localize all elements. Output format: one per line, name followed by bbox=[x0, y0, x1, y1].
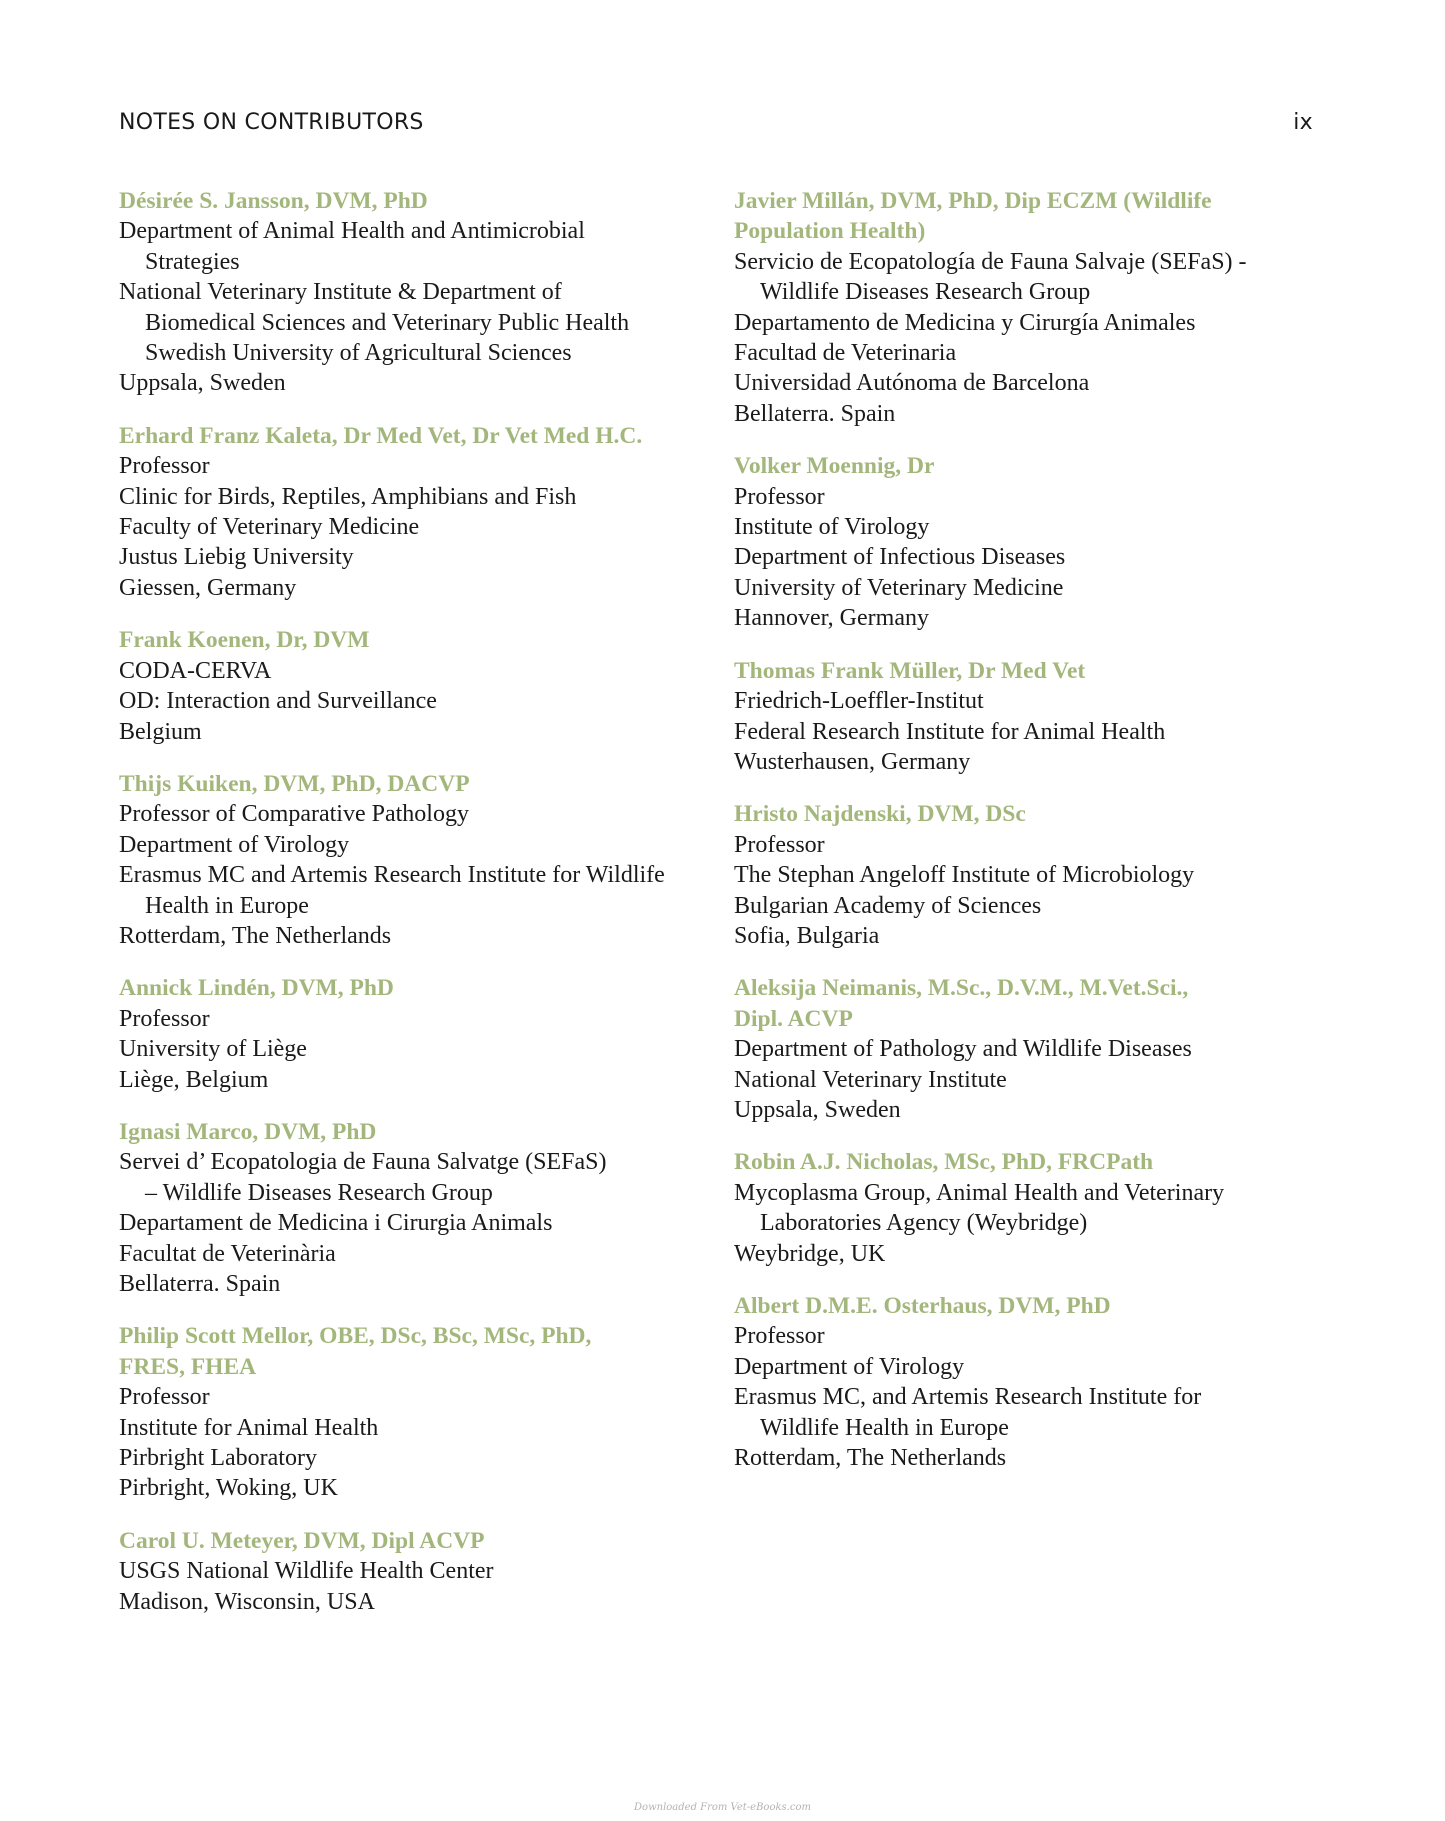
contributor-name: Thomas Frank Müller, Dr Med Vet bbox=[734, 657, 1086, 684]
contributor-entry bbox=[119, 1526, 719, 1617]
affiliation-line: Swedish University of Agricultural Sciences bbox=[145, 340, 572, 367]
affiliation-line: The Stephan Angeloff Institute of Microbiology bbox=[734, 862, 1195, 889]
affiliation-line: Pirbright Laboratory bbox=[119, 1445, 317, 1472]
affiliation-line: Bellaterra. Spain bbox=[734, 400, 896, 427]
affiliation-line: Professor bbox=[734, 483, 825, 510]
contributor-entry bbox=[119, 1321, 719, 1503]
affiliation-line: Giessen, Germany bbox=[119, 574, 297, 601]
affiliation-line: Wildlife Diseases Research Group bbox=[760, 279, 1091, 306]
affiliation-line: Institute of Virology bbox=[734, 514, 930, 541]
affiliation-line: Professor bbox=[119, 453, 210, 480]
affiliation-line: Liège, Belgium bbox=[119, 1066, 269, 1093]
affiliation-line: Professor bbox=[734, 1323, 825, 1350]
contributor-name: Carol U. Meteyer, DVM, Dipl ACVP bbox=[119, 1527, 485, 1554]
affiliation-line: University of Veterinary Medicine bbox=[734, 574, 1064, 601]
affiliation-line: Servei d’ Ecopatologia de Fauna Salvatge (SEFaS) bbox=[119, 1149, 607, 1176]
page-number: ix bbox=[1293, 110, 1313, 135]
affiliation-line: Weybridge, UK bbox=[734, 1240, 886, 1267]
affiliation-line: Department of Infectious Diseases bbox=[734, 544, 1066, 571]
contributor-name: Erhard Franz Kaleta, Dr Med Vet, Dr Vet Med H.C. bbox=[119, 422, 643, 449]
affiliation-line: Sofia, Bulgaria bbox=[734, 922, 880, 949]
affiliation-line: Facultat de Veterinària bbox=[119, 1240, 336, 1267]
affiliation-line: Departamento de Medicina y Cirurgía Animales bbox=[734, 309, 1196, 336]
affiliation-line: University of Liège bbox=[119, 1036, 307, 1063]
affiliation-line: Facultad de Veterinaria bbox=[734, 340, 957, 367]
affiliation-line: Wildlife Health in Europe bbox=[760, 1414, 1009, 1441]
affiliation-line: Department of Virology bbox=[734, 1353, 965, 1380]
affiliation-line: Professor bbox=[734, 831, 825, 858]
contributor-name: Annick Lindén, DVM, PhD bbox=[119, 975, 394, 1002]
left-column bbox=[119, 186, 719, 1639]
contributor-name: Population Health) bbox=[734, 218, 926, 245]
contributor-entry bbox=[734, 1147, 1334, 1269]
contributor-name: Ignasi Marco, DVM, PhD bbox=[119, 1118, 377, 1145]
affiliation-line: Strategies bbox=[145, 248, 240, 275]
affiliation-line: CODA-CERVA bbox=[119, 657, 272, 684]
affiliation-line: Professor bbox=[119, 1384, 210, 1411]
contributor-entry bbox=[119, 973, 719, 1095]
affiliation-line: Faculty of Veterinary Medicine bbox=[119, 514, 420, 541]
affiliation-line: Bellaterra. Spain bbox=[119, 1271, 281, 1297]
affiliation-line: Federal Research Institute for Animal Health bbox=[734, 718, 1166, 745]
contributor-entry bbox=[734, 799, 1334, 951]
contributor-name: Albert D.M.E. Osterhaus, DVM, PhD bbox=[734, 1293, 1111, 1319]
contributor-entry bbox=[734, 451, 1334, 633]
contributor-name: Désirée S. Jansson, DVM, PhD bbox=[119, 188, 428, 214]
contributor-name: Dipl. ACVP bbox=[734, 1005, 853, 1032]
affiliation-line: Madison, Wisconsin, USA bbox=[119, 1588, 375, 1615]
contributor-name: Aleksija Neimanis, M.Sc., D.V.M., M.Vet.Sci., bbox=[734, 975, 1189, 1002]
affiliation-line: Erasmus MC and Artemis Research Institute for Wildlife bbox=[119, 862, 665, 889]
affiliation-line: Uppsala, Sweden bbox=[734, 1096, 901, 1123]
contributor-name: Thijs Kuiken, DVM, PhD, DACVP bbox=[119, 770, 470, 797]
contributor-name: Philip Scott Mellor, OBE, DSc, BSc, MSc, PhD, bbox=[119, 1323, 592, 1350]
contributor-entry bbox=[119, 186, 719, 399]
contributor-name: Volker Moennig, Dr bbox=[734, 453, 935, 480]
right-column bbox=[734, 186, 1334, 1495]
affiliation-line: Biomedical Sciences and Veterinary Public Health bbox=[145, 309, 630, 336]
contributor-entry bbox=[119, 769, 719, 951]
affiliation-line: Institute for Animal Health bbox=[119, 1414, 379, 1441]
affiliation-line: Professor of Comparative Pathology bbox=[119, 801, 469, 828]
affiliation-line: Department of Virology bbox=[119, 831, 350, 858]
affiliation-line: National Veterinary Institute bbox=[734, 1066, 1007, 1093]
footer-watermark: Downloaded From Vet-eBooks.com bbox=[634, 1802, 811, 1813]
affiliation-line: National Veterinary Institute & Department of bbox=[119, 279, 562, 306]
affiliation-line: Mycoplasma Group, Animal Health and Veterinary bbox=[734, 1179, 1225, 1206]
affiliation-line: OD: Interaction and Surveillance bbox=[119, 688, 437, 715]
contributor-entry bbox=[734, 973, 1334, 1125]
contributor-entry bbox=[119, 1117, 719, 1299]
affiliation-line: Departament de Medicina i Cirurgia Animals bbox=[119, 1210, 553, 1237]
contributor-name: FRES, FHEA bbox=[119, 1353, 257, 1380]
contributor-entry bbox=[119, 625, 719, 747]
affiliation-line: – Wildlife Diseases Research Group bbox=[145, 1179, 493, 1206]
affiliation-line: Universidad Autónoma de Barcelona bbox=[734, 370, 1090, 397]
contributor-name: Hristo Najdenski, DVM, DSc bbox=[734, 801, 1026, 828]
contributor-entry bbox=[734, 186, 1334, 429]
affiliation-line: Friedrich-Loeffler-Institut bbox=[734, 688, 984, 715]
contributor-entry bbox=[734, 656, 1334, 778]
contributor-name: Frank Koenen, Dr, DVM bbox=[119, 627, 370, 654]
affiliation-line: Department of Animal Health and Antimicrobial bbox=[119, 218, 585, 245]
contributor-entry bbox=[734, 1291, 1334, 1473]
affiliation-line: Uppsala, Sweden bbox=[119, 370, 286, 397]
affiliation-line: Department of Pathology and Wildlife Diseases bbox=[734, 1036, 1192, 1063]
affiliation-line: USGS National Wildlife Health Center bbox=[119, 1558, 494, 1585]
affiliation-line: Hannover, Germany bbox=[734, 605, 929, 632]
affiliation-line: Rotterdam, The Netherlands bbox=[119, 922, 392, 949]
affiliation-line: Laboratories Agency (Weybridge) bbox=[760, 1210, 1088, 1237]
contributor-entry bbox=[119, 421, 719, 603]
affiliation-line: Justus Liebig University bbox=[119, 544, 354, 571]
affiliation-line: Professor bbox=[119, 1005, 210, 1032]
affiliation-line: Bulgarian Academy of Sciences bbox=[734, 892, 1042, 919]
affiliation-line: Pirbright, Woking, UK bbox=[119, 1475, 338, 1502]
affiliation-line: Belgium bbox=[119, 718, 202, 745]
affiliation-line: Wusterhausen, Germany bbox=[734, 748, 971, 775]
contributor-name: Robin A.J. Nicholas, MSc, PhD, FRCPath bbox=[734, 1149, 1154, 1176]
running-head bbox=[119, 110, 1313, 140]
section-title: NOTES ON CONTRIBUTORS bbox=[119, 110, 424, 135]
affiliation-line: Servicio de Ecopatología de Fauna Salvaje (SEFaS) - bbox=[734, 248, 1247, 275]
affiliation-line: Rotterdam, The Netherlands bbox=[734, 1445, 1007, 1472]
affiliation-line: Clinic for Birds, Reptiles, Amphibians and Fish bbox=[119, 483, 577, 510]
affiliation-line: Erasmus MC, and Artemis Research Institute for bbox=[734, 1384, 1202, 1411]
contributor-name: Javier Millán, DVM, PhD, Dip ECZM (Wildlife bbox=[734, 188, 1212, 214]
affiliation-line: Health in Europe bbox=[145, 892, 309, 919]
